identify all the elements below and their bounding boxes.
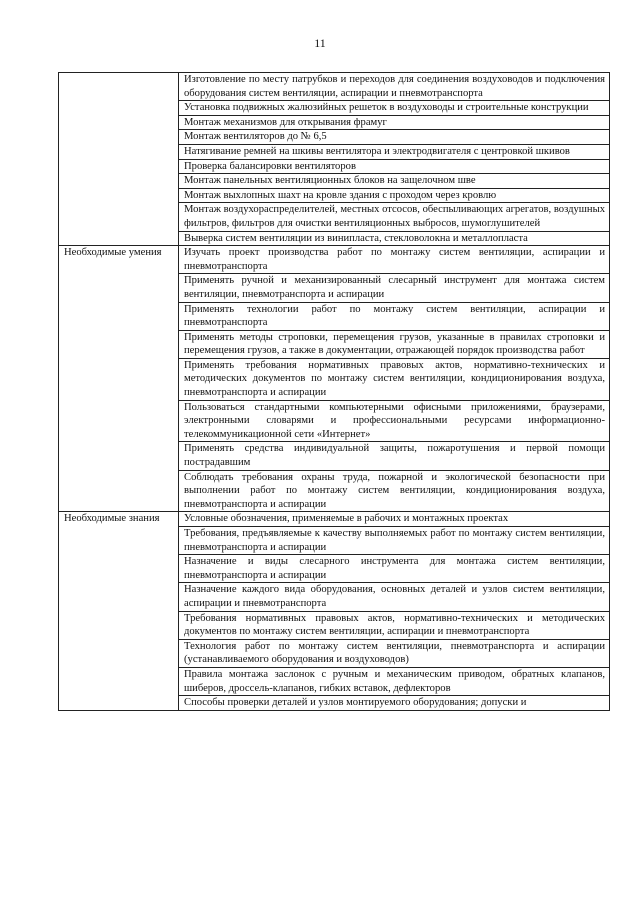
competency-table-body [59, 73, 610, 711]
table-cell-item: Монтаж панельных вентиляционных блоков на защелочном шве [179, 174, 610, 189]
competency-table [58, 72, 610, 711]
table-cell-item: Монтаж воздухораспределителей, местных отсосов, обеспыливающих агрегатов, воздушных фильтров, фильтров для очистки вентиляционных выбросов, шумоглушителей [179, 203, 610, 231]
table-cell-item: Соблюдать требования охраны труда, пожарной и экологической безопасности при выполнении работ по монтажу систем вентиляции, кондиционирования воздуха, пневмотранспорта и аспирации [179, 470, 610, 512]
table-row [59, 73, 610, 101]
table-cell-item: Применять методы строповки, перемещения грузов, указанные в правилах строповки и перемещения грузов, а также в документации, отражающей порядок производства работ [179, 330, 610, 358]
section-label: Необходимые знания [59, 512, 179, 710]
section-label [59, 73, 179, 246]
table-cell-item: Применять технологии работ по монтажу систем вентиляции, аспирации и пневмотранспорта [179, 302, 610, 330]
table-cell-item: Условные обозначения, применяемые в рабочих и монтажных проектах [179, 512, 610, 527]
table-cell-item: Изготовление по месту патрубков и переходов для соединения воздуховодов и подключения оборудования систем вентиляции, аспирации и пневмотранспорта [179, 73, 610, 101]
table-row [59, 512, 610, 527]
table-cell-item: Назначение и виды слесарного инструмента для монтажа систем вентиляции, пневмотранспорта и аспирации [179, 555, 610, 583]
table-cell-item: Правила монтажа заслонок с ручным и механическим приводом, обратных клапанов, шиберов, дроссель-клапанов, гибких вставок, дефлекторов [179, 667, 610, 695]
table-cell-item: Пользоваться стандартными компьютерными офисными приложениями, браузерами, электронными словарями и профессиональными ресурсами информационно-телекоммуникационной сети «Интернет» [179, 400, 610, 442]
table-cell-item: Установка подвижных жалюзийных решеток в воздуховоды и строительные конструкции [179, 101, 610, 116]
table-cell-item: Натягивание ремней на шкивы вентилятора и электродвигателя с центровкой шкивов [179, 144, 610, 159]
section-label: Необходимые умения [59, 246, 179, 512]
table-cell-item: Монтаж вентиляторов до № 6,5 [179, 130, 610, 145]
table-cell-item: Требования нормативных правовых актов, нормативно-технических и методических документов по монтажу систем вентиляции, аспирации и пневмотранспорта [179, 611, 610, 639]
table-cell-item: Выверка систем вентиляции из винипласта, стекловолокна и металлопласта [179, 231, 610, 246]
table-cell-item: Требования, предъявляемые к качеству выполняемых работ по монтажу систем вентиляции, пневмотранспорта и аспирации [179, 527, 610, 555]
table-row [59, 246, 610, 274]
table-cell-item: Применять ручной и механизированный слесарный инструмент для монтажа систем вентиляции, пневмотранспорта и аспирации [179, 274, 610, 302]
table-cell-item: Монтаж механизмов для открывания фрамуг [179, 115, 610, 130]
table-cell-item: Применять требования нормативных правовых актов, нормативно-технических и методических документов по монтажу систем вентиляции, кондиционирования воздуха, пневмотранспорта и аспирации [179, 358, 610, 400]
table-cell-item: Назначение каждого вида оборудования, основных деталей и узлов систем вентиляции, аспирации и пневмотранспорта [179, 583, 610, 611]
page-number: 11 [314, 36, 326, 50]
table-cell-item: Изучать проект производства работ по монтажу систем вентиляции, аспирации и пневмотранспорта [179, 246, 610, 274]
table-cell-item: Монтаж выхлопных шахт на кровле здания с проходом через кровлю [179, 188, 610, 203]
table-cell-item: Технология работ по монтажу систем вентиляции, пневмотранспорта и аспирации (устанавливаемого оборудования и воздуховодов) [179, 639, 610, 667]
table-cell-item: Проверка балансировки вентиляторов [179, 159, 610, 174]
table-cell-item: Применять средства индивидуальной защиты, пожаротушения и первой помощи пострадавшим [179, 442, 610, 470]
table-cell-item: Способы проверки деталей и узлов монтируемого оборудования; допуски и [179, 696, 610, 711]
